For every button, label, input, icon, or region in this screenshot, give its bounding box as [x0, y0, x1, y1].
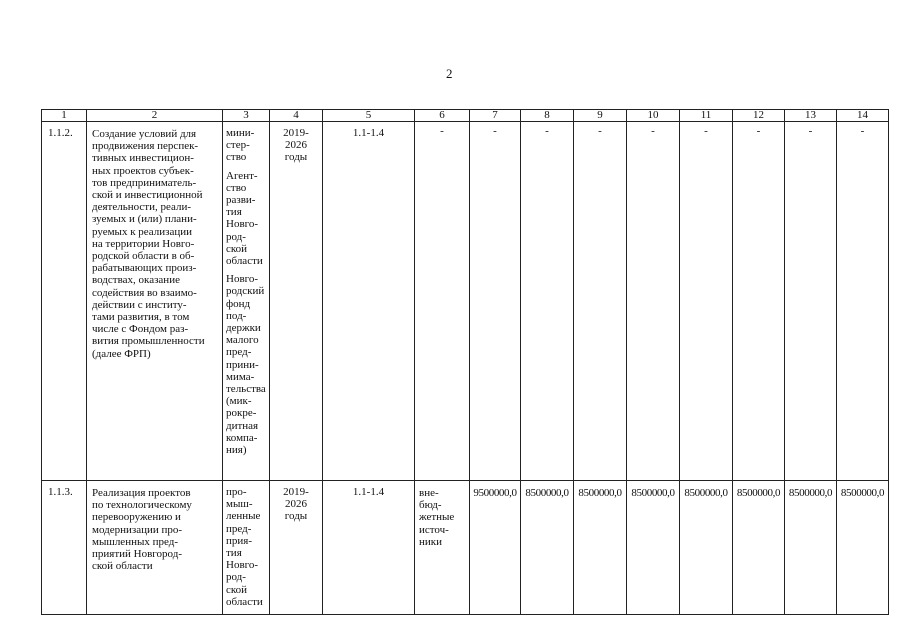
text-line: разви-: [226, 194, 256, 207]
column-number-header: 14: [837, 110, 889, 122]
year-value: -: [521, 122, 574, 481]
text-line: рокре-: [226, 407, 257, 420]
text-line: 2019-: [283, 486, 309, 498]
target-relation: 1.1-1.4: [323, 481, 415, 615]
text-line: годы: [284, 510, 308, 523]
text-line: про-: [226, 486, 247, 498]
text-line: мини-: [226, 127, 255, 139]
period: [270, 122, 323, 481]
text-line: годы: [284, 151, 308, 164]
text-line: ской: [226, 242, 248, 255]
item-number: 1.1.3.: [42, 481, 87, 615]
text-line: 2019-: [283, 127, 309, 139]
year-value: 8500000,0: [837, 481, 889, 615]
text-line: бюд-: [419, 499, 442, 512]
text-line: (мик-: [226, 395, 252, 408]
text-line: ской и инвестиционной: [92, 189, 203, 202]
text-line: род-: [226, 230, 246, 243]
year-value: 9500000,0: [470, 481, 521, 615]
text-line: компа-: [226, 431, 258, 444]
text-line: родский: [226, 285, 265, 298]
column-number-header: 4: [270, 110, 323, 122]
year-value: 8500000,0: [785, 481, 837, 615]
text-line: руемых к реализации: [92, 225, 193, 238]
text-line: прини-: [226, 358, 259, 371]
text-line: прия-: [226, 534, 252, 547]
text-line: тия: [226, 547, 242, 560]
text-line: дитная: [226, 419, 259, 432]
text-line: ство: [226, 151, 247, 164]
column-number-header: 5: [323, 110, 415, 122]
table-row: [42, 481, 889, 615]
text-line: рабатывающих произ-: [92, 262, 197, 275]
year-value: 8500000,0: [574, 481, 627, 615]
header-row: [42, 110, 889, 122]
year-value: -: [733, 122, 785, 481]
text-line: -: [440, 125, 444, 137]
text-line: тов предприниматель-: [92, 176, 197, 189]
text-line: по технологическому: [92, 499, 192, 512]
text-line: Реализация проектов: [92, 487, 191, 499]
column-number-header: 8: [521, 110, 574, 122]
executors: [223, 122, 270, 481]
text-line: малого: [226, 334, 259, 347]
text-line: деятельности, реали-: [92, 201, 192, 214]
text-line: 2026: [285, 498, 307, 511]
text-line: (далее ФРП): [92, 347, 151, 360]
executor-entry: [226, 486, 269, 608]
year-value: -: [680, 122, 733, 481]
year-value: 8500000,0: [680, 481, 733, 615]
text-line: тивных инвестицион-: [92, 152, 194, 165]
column-number-header: 9: [574, 110, 627, 122]
text-line: на территории Новго-: [92, 237, 195, 250]
text-line: вне-: [419, 487, 439, 499]
column-number-header: 10: [627, 110, 680, 122]
text-line: ской области: [92, 560, 153, 573]
text-line: ской: [226, 583, 248, 596]
text-line: приятий Новгород-: [92, 548, 182, 561]
year-value: 8500000,0: [627, 481, 680, 615]
text-line: держки: [226, 322, 261, 335]
item-number: 1.1.2.: [42, 122, 87, 481]
text-line: Новго-: [226, 218, 259, 231]
target-relation: 1.1-1.4: [323, 122, 415, 481]
text-line: Создание условий для: [92, 128, 197, 140]
year-value: 8500000,0: [733, 481, 785, 615]
text-line: продвижения перспек-: [92, 140, 199, 153]
text-line: модернизации про-: [92, 523, 183, 536]
text-line: вития промышленности: [92, 335, 205, 348]
year-value: -: [627, 122, 680, 481]
text-line: под-: [226, 309, 247, 322]
text-line: ство: [226, 181, 247, 194]
text-line: ных проектов субъек-: [92, 164, 194, 177]
program-table: [41, 109, 889, 615]
text-line: ники: [419, 535, 443, 548]
text-line: Новго-: [226, 559, 259, 572]
measure-name: [87, 481, 223, 615]
measure-name: [87, 122, 223, 481]
column-number-header: 13: [785, 110, 837, 122]
text-line: жетные: [419, 511, 455, 524]
text-line: тия: [226, 206, 242, 219]
text-line: пред-: [226, 346, 252, 359]
text-line: зуемых и (или) плани-: [92, 213, 197, 226]
table-row: [42, 122, 889, 481]
text-line: род-: [226, 571, 246, 584]
column-number-header: 3: [223, 110, 270, 122]
executor-entry: [226, 273, 269, 456]
text-line: водствах, оказание: [92, 274, 180, 287]
year-value: 8500000,0: [521, 481, 574, 615]
text-line: 2026: [285, 139, 307, 152]
text-line: мыш-: [226, 498, 253, 511]
text-line: пред-: [226, 522, 252, 535]
text-line: Агент-: [226, 169, 258, 182]
text-line: родской области в об-: [92, 250, 195, 263]
text-line: ленные: [226, 510, 261, 523]
text-line: действии с институ-: [92, 298, 187, 311]
text-line: числе с Фондом раз-: [92, 323, 189, 336]
funding-source: [415, 122, 470, 481]
text-line: тельства: [226, 383, 266, 396]
text-line: тами развития, в том: [92, 311, 190, 324]
text-line: источ-: [419, 523, 449, 536]
executor-entry: [226, 170, 269, 268]
year-value: -: [470, 122, 521, 481]
column-number-header: 7: [470, 110, 521, 122]
funding-source: [415, 481, 470, 615]
column-number-header: 2: [87, 110, 223, 122]
text-line: Новго-: [226, 273, 259, 286]
text-line: стер-: [226, 139, 250, 152]
executors: [223, 481, 270, 615]
text-line: области: [226, 255, 263, 268]
text-line: фонд: [226, 297, 251, 310]
text-line: ния): [226, 444, 247, 457]
text-line: области: [226, 595, 263, 608]
executor-entry: [226, 127, 269, 164]
text-line: содействия во взаимо-: [92, 286, 197, 299]
year-value: -: [785, 122, 837, 481]
column-number-header: 1: [42, 110, 87, 122]
year-value: -: [574, 122, 627, 481]
text-line: мима-: [226, 370, 255, 383]
column-number-header: 6: [415, 110, 470, 122]
page-number: 2: [446, 66, 453, 81]
period: [270, 481, 323, 615]
text-line: мышленных пред-: [92, 535, 178, 548]
text-line: перевооружению и: [92, 511, 181, 524]
year-value: -: [837, 122, 889, 481]
column-number-header: 11: [680, 110, 733, 122]
column-number-header: 12: [733, 110, 785, 122]
